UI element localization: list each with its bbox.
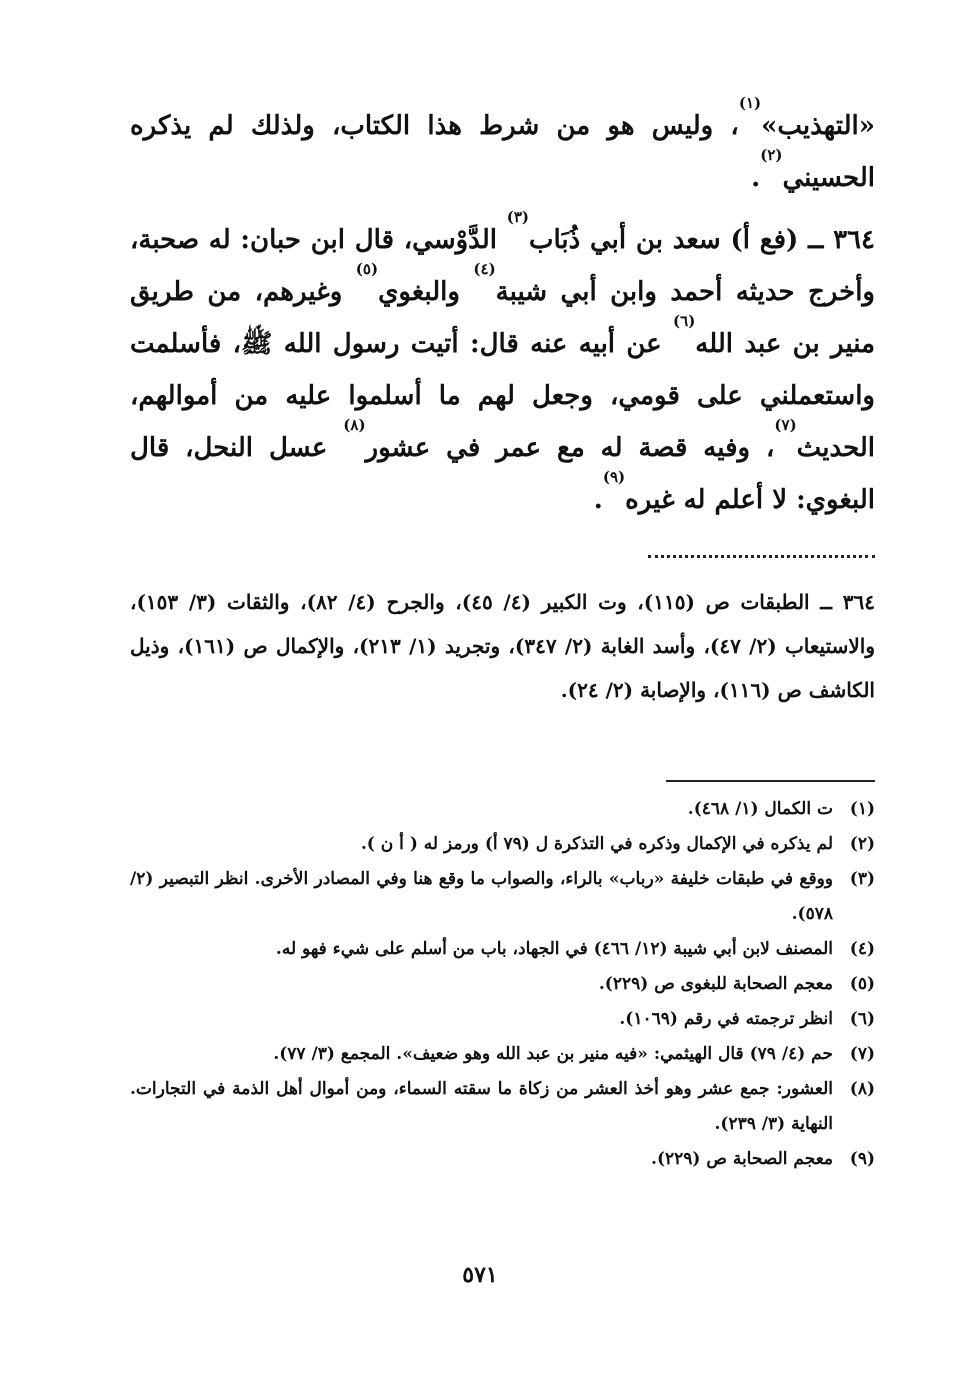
entry-364 [130, 208, 876, 526]
footnote-9 [130, 1142, 875, 1177]
footnote-text: المصنف لابن أبي شيبة (١٢/ ٤٦٦) في الجهاد، باب من أسلم على شيء فهو له. [275, 939, 833, 959]
footnote-text: العشور: جمع عشر وهو أخذ العشر من زكاة ما سقته السماء، ومن أموال أهل الذمة في التجارات. النهاية (٣/ ٢٣٩). [130, 1079, 833, 1134]
footnote-ref: (١) [738, 94, 762, 112]
footnote-ref: (٢) [760, 146, 783, 164]
footnote-8 [130, 1072, 875, 1142]
main-text [130, 94, 876, 526]
footnote-2 [130, 827, 875, 862]
footnote-text: ووقع في طبقات خليفة «رباب» بالراء، والصواب ما وقع هنا وفي المصادر الأخرى. انظر التبصير (٢/ ٥٧٨). [130, 869, 833, 924]
footnote-ref: (٥) [355, 260, 379, 278]
footnote-text: لم يذكره في الإكمال وذكره في التذكرة ل (٧٩ أ) ورمز له ( أ ن ). [360, 834, 833, 854]
footnote-text: انظر ترجمته في رقم (١٠٦٩). [619, 1009, 833, 1029]
dotted-separator [648, 555, 875, 558]
footnote-ref: (٤) [473, 260, 496, 278]
footnote-number: (٩) [849, 1149, 875, 1169]
footnote-ref: (٣) [506, 208, 530, 226]
footnote-7 [130, 1037, 875, 1072]
footnote-ref: (٦) [673, 312, 696, 330]
footnote-5 [130, 967, 875, 1002]
footnote-text: معجم الصحابة ص (٢٢٩). [651, 1149, 833, 1169]
footnote-ref: (٧) [774, 416, 797, 434]
text-run: ، وليس هو من شرط هذا الكتاب، ولذلك لم يذكره الحسيني [130, 111, 875, 193]
text-run: ٣٦٤ ــ (فع أ) سعد بن أبي ذُبَاب [529, 225, 875, 255]
page-number: ٥٧١ [462, 1262, 498, 1288]
footnote-rule [666, 780, 875, 782]
footnote-number: (٨) [849, 1079, 875, 1099]
text-run: ، وفيه قصة له مع عمر في عشور [365, 433, 775, 463]
footnote-number: (١) [849, 799, 875, 819]
footnote-number: (٧) [849, 1044, 875, 1064]
footnote-3 [130, 862, 875, 932]
text-run: وغيرهم، من طريق منير بن عبد الله [130, 277, 875, 359]
footnote-ref: (٩) [602, 468, 626, 486]
footnote-4 [130, 932, 875, 967]
footnotes [130, 792, 875, 1177]
text-run: والبغوي [378, 277, 474, 307]
paragraph-continuation [130, 94, 875, 204]
text-run: الدَّوْسي، قال ابن حبان: له صحبة، وأخرج حديثه أحمد وابن أبي شيبة [130, 225, 875, 307]
footnote-text: معجم الصحابة للبغوى ص (٢٢٩). [598, 974, 833, 994]
footnote-number: (٤) [849, 939, 875, 959]
footnote-6 [130, 1002, 875, 1037]
footnote-text: حم (٤/ ٧٩) قال الهيثمي: «فيه منير بن عبد الله وهو ضعيف». المجمع (٣/ ٧٧). [273, 1044, 833, 1064]
footnote-number: (٢) [849, 834, 875, 854]
sources-block [130, 580, 875, 712]
sources-text: ٣٦٤ ــ الطبقات ص (١١٥)، وت الكبير (٤/ ٤٥)، والجرح (٤/ ٨٢)، والثقات (٣/ ١٥٣)، والاستيعاب (٢/ ٤٧)، وأسد الغابة (٢/ ٣٤٧)، وتجريد (١/ ٢١٣)، والإكمال ص (١٦١)، وذيل الكاشف ص (١١٦)، والإصابة (٢/ ٢٤). [130, 590, 875, 702]
text-run: . [593, 485, 603, 515]
footnote-number: (٦) [849, 1009, 875, 1029]
footnote-1 [130, 792, 875, 827]
footnote-number: (٣) [849, 869, 875, 889]
text-run: عن أبيه عنه قال: أتيت رسول الله ﷺ، فأسلمت واستعملني على قومي، وجعل لهم ما أسلموا عليه من أموالهم، الحديث [130, 329, 876, 463]
text-run: عسل النحل، قال البغوي: لا أعلم له غيره [130, 433, 875, 515]
footnote-ref: (٨) [343, 416, 366, 434]
text-run: . [751, 163, 761, 193]
footnote-number: (٥) [849, 974, 875, 994]
text-run: «التهذيب» [761, 111, 875, 141]
footnote-text: ت الكمال (١/ ٤٦٨). [687, 799, 833, 819]
